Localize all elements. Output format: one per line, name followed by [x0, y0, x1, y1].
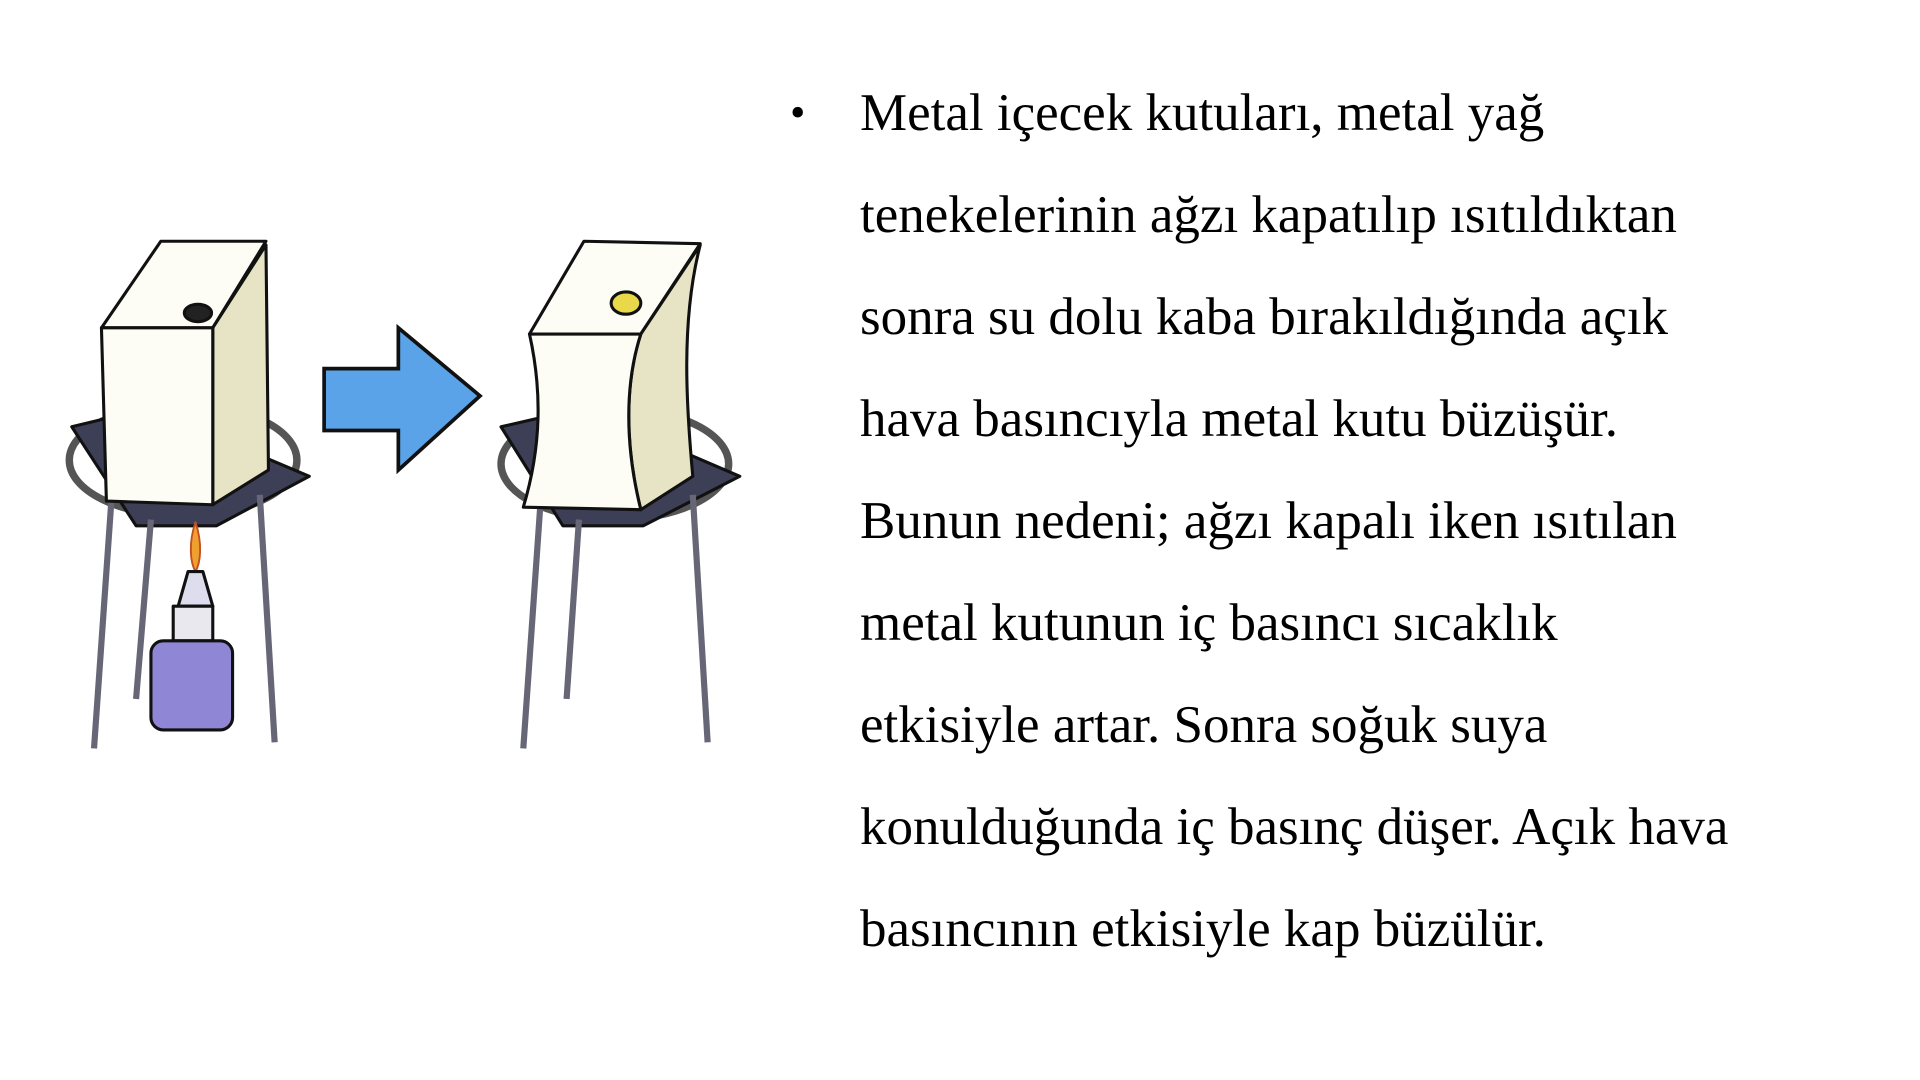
bullet-marker: • — [790, 88, 806, 137]
spirit-burner — [151, 522, 233, 730]
paragraph-line: tenekelerinin ağzı kapatılıp ısıtıldıktan — [860, 186, 1677, 244]
open-can-mouth — [184, 304, 211, 321]
paragraph-line: Metal içecek kutuları, metal yağ — [860, 84, 1545, 142]
bullet-paragraph — [860, 62, 1728, 980]
paragraph-line: Bunun nedeni; ağzı kapalı iken ısıtılan — [860, 492, 1677, 550]
paragraph-line: basıncının etkisiyle kap büzülür. — [860, 900, 1546, 958]
heated-can-on-stand — [69, 241, 309, 748]
arrow-right-icon — [324, 328, 480, 470]
paragraph-line: etkisiyle artar. Sonra soğuk suya — [860, 696, 1548, 754]
slide-text — [790, 62, 1728, 980]
crushed-can-on-stand — [501, 241, 740, 748]
paragraph-line: hava basıncıyla metal kutu büzüşür. — [860, 390, 1618, 448]
can-cap — [611, 292, 641, 314]
paragraph-line: metal kutunun iç basıncı sıcaklık — [860, 594, 1558, 652]
paragraph-line: konulduğunda iç basınç düşer. Açık hava — [860, 798, 1729, 856]
paragraph-line: sonra su dolu kaba bırakıldığında açık — [860, 288, 1669, 346]
